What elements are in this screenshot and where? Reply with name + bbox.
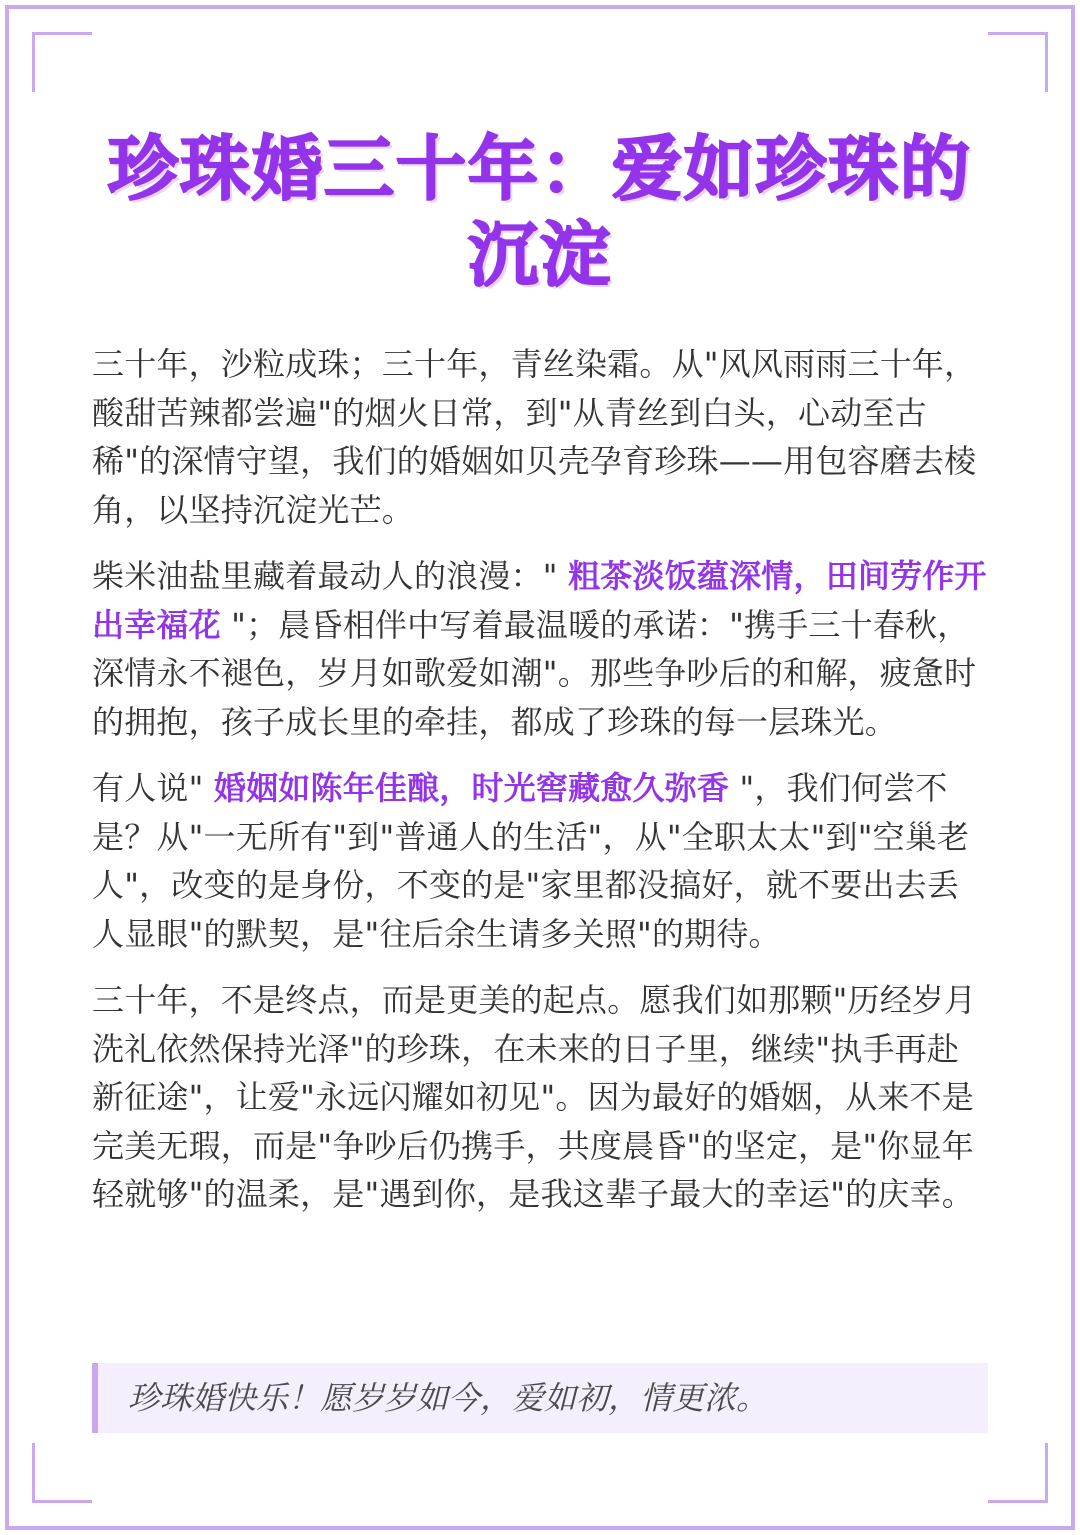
paragraph-1: 三十年，沙粒成珠；三十年，青丝染霜。从"风风雨雨三十年，酸甜苦辣都尝遍"的烟火日常，到"从青丝到白头，心动至古稀"的深情守望，我们的婚姻如贝壳孕育珍珠——用包容磨去棱角，以坚持沉淀光芒。 [92,345,977,529]
closing-quote: 珍珠婚快乐！愿岁岁如今，爱如初，情更浓。 [92,1363,988,1433]
paragraph-2-text-after: "；晨昏相伴中写着最温暖的承诺："携手三十春秋，深情永不褪色，岁月如歌爱如潮"。那些争吵后的和解，疲惫时的拥抱，孩子成长里的牵挂，都成了珍珠的每一层珠光。 [92,605,977,741]
paragraph-4: 三十年，不是终点，而是更美的起点。愿我们如那颗"历经岁月洗礼依然保持光泽"的珍珠，在未来的日子里，继续"执手再赴新征途"，让爱"永远闪耀如初见"。因为最好的婚姻，从来不是完美无瑕，而是"争吵后仍携手，共度晨昏"的坚定，是"你显年轻就够"的温柔，是"遇到你，是我这辈子最大的幸运"的庆幸。 [92,981,977,1213]
corner-ornament-bottom-right [988,1443,1048,1503]
article-body [92,340,988,1237]
paragraph-3-text-before: 有人说" [92,769,214,807]
paragraph-3 [92,764,988,958]
corner-ornament-top-left [32,32,92,92]
paragraph-3-text-after: "，我们何尝不是？从"一无所有"到"普通人的生活"，从"全职太太"到"空巢老人"，改变的是身份，不变的是"家里都没搞好，就不要出去丢人显眼"的默契，是"往后余生请多关照"的期待。 [92,769,970,953]
paragraph-2 [92,552,988,746]
corner-ornament-bottom-left [32,1443,92,1503]
paragraph-2-highlight: 粗茶淡饭蕴深情，田间劳作开出幸福花 [92,557,987,644]
corner-ornament-top-right [988,32,1048,92]
paragraph-2-text-before: 柴米油盐里藏着最动人的浪漫：" [92,557,569,595]
page-title: 珍珠婚三十年：爱如珍珠的沉淀 [108,128,972,296]
paragraph-3-highlight: 婚姻如陈年佳酿，时光窖藏愈久弥香 [213,769,730,807]
